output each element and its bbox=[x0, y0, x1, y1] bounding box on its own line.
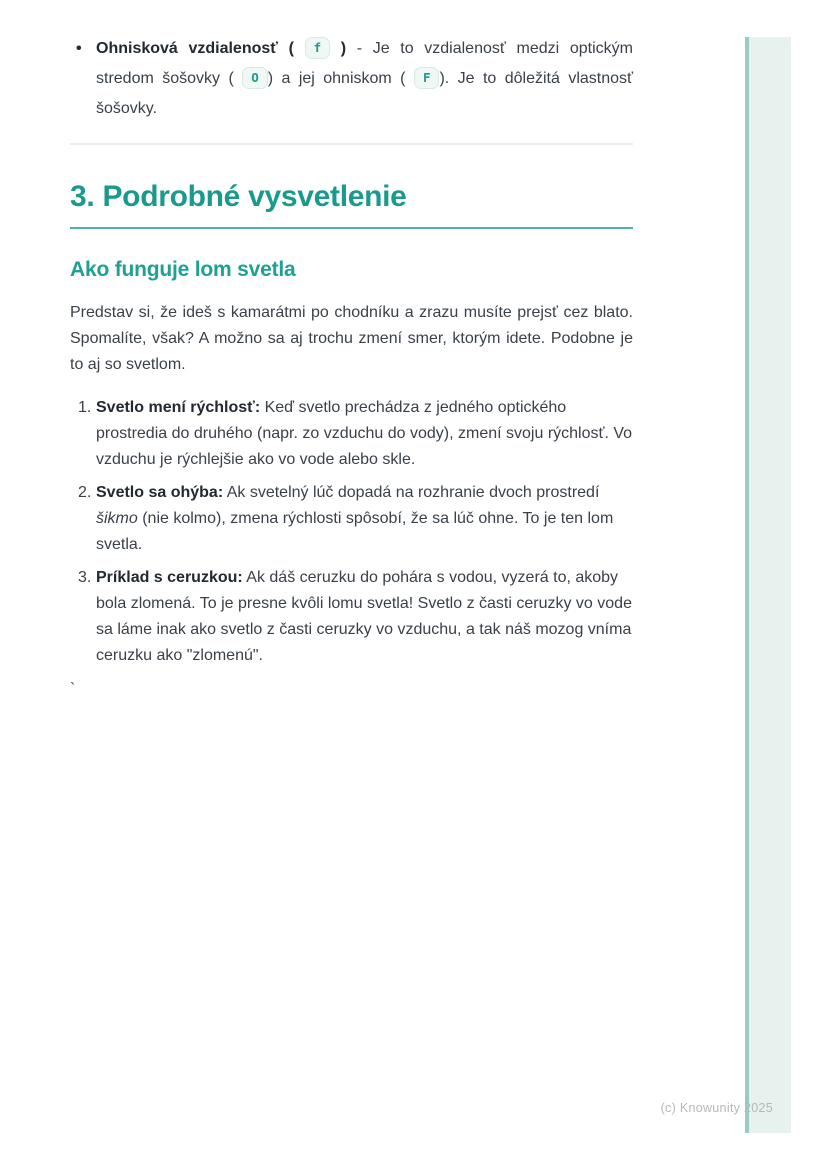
item-number: 3. bbox=[78, 569, 92, 586]
bullet-text-2: ) a jej ohniskom ( bbox=[267, 70, 406, 87]
item-body-text: Ak svetelný lúč dopadá na rozhranie dvoch prostredí bbox=[223, 484, 600, 501]
item-number: 1. bbox=[78, 399, 92, 416]
numbered-item-1 bbox=[70, 395, 633, 473]
page-edge-stripe bbox=[745, 37, 791, 1133]
subsection-heading: Ako funguje lom svetla bbox=[70, 258, 296, 281]
bullet-text-3: ). Je to dôležitá vlastnosť šošovky. bbox=[96, 70, 634, 117]
copyright-notice: (c) Knowunity 2025 bbox=[660, 1101, 773, 1115]
item-bold-lead: Svetlo mení rýchlosť: bbox=[96, 399, 261, 416]
definition-bullet-list bbox=[70, 34, 633, 124]
item-bold-lead: Príklad s ceruzkou: bbox=[96, 569, 243, 586]
item-italic-word: šikmo bbox=[96, 510, 138, 527]
intro-paragraph: Predstav si, že ideš s kamarátmi po chodníku a zrazu musíte prejsť cez blato. Spomalíte, však? A možno sa aj trochu zmení smer, ktorým idete. Podobne je to aj so svetlom. bbox=[70, 304, 633, 373]
item-text bbox=[96, 480, 633, 558]
list-item-focal-distance bbox=[70, 34, 633, 124]
item-bold-lead: Svetlo sa ohýba: bbox=[96, 484, 224, 501]
inline-code-capital-f: F bbox=[414, 67, 440, 89]
inline-code-o: O bbox=[242, 67, 268, 89]
bullet-marker: • bbox=[76, 40, 82, 57]
inline-code-f: f bbox=[305, 37, 331, 59]
document-content bbox=[70, 0, 633, 703]
bullet-bold-lead: Ohnisková vzdialenosť ( bbox=[96, 40, 294, 57]
item-body-text: Ak dáš ceruzku do pohára s vodou, vyzerá to, akoby bola zlomená. To je presne kvôli lomu svetla! Svetlo z časti ceruzky vo vode sa láme inak ako svetlo z časti ceruzky vo vzduchu, a tak náš mozog vníma ceruzku ako "zlomenú". bbox=[96, 569, 632, 664]
item-number: 2. bbox=[78, 484, 92, 501]
section-heading: 3. Podrobné vysvetlenie bbox=[70, 178, 633, 229]
item-text bbox=[96, 395, 633, 473]
explanation-numbered-list bbox=[70, 395, 633, 669]
section-divider bbox=[70, 143, 633, 145]
numbered-item-3 bbox=[70, 565, 633, 669]
bullet-text-1: - Je to vzdialenosť medzi optickým stredom šošovky ( bbox=[96, 40, 633, 87]
numbered-item-2 bbox=[70, 480, 633, 558]
stray-backtick-text: ` bbox=[70, 681, 76, 698]
item-body-text: Keď svetlo prechádza z jedného optického prostredia do druhého (napr. zo vzduchu do vody), zmení svoju rýchlosť. Vo vzduchu je rýchlejšie ako vo vode alebo skle. bbox=[96, 399, 633, 468]
bullet-bold-close: ) bbox=[340, 40, 347, 57]
item-body-text: (nie kolmo), zmena rýchlosti spôsobí, že sa lúč ohne. To je ten lom svetla. bbox=[96, 510, 614, 553]
item-text bbox=[96, 565, 633, 669]
bullet-text bbox=[96, 34, 633, 124]
